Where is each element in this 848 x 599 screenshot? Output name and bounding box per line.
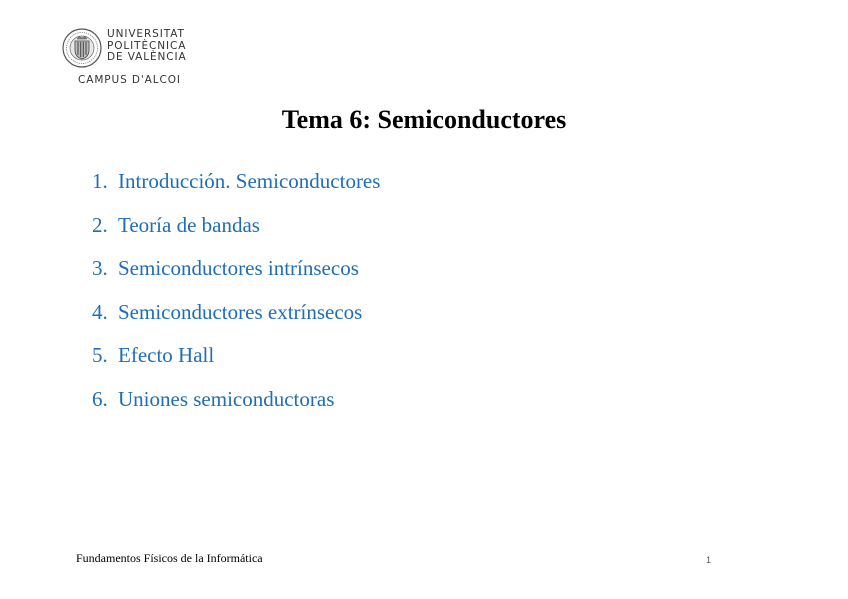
list-item (92, 340, 380, 384)
list-item (92, 384, 380, 428)
campus-name: CAMPUS D'ALCOI (78, 74, 181, 86)
university-logo (62, 28, 202, 90)
item-number: 4. (92, 299, 108, 324)
list-item (92, 253, 380, 297)
item-number: 5. (92, 343, 108, 368)
item-label: Efecto Hall (118, 343, 215, 368)
page-number: 1 (706, 555, 712, 565)
university-name (107, 29, 187, 64)
university-name-line: POLITÈCNICA (107, 39, 187, 52)
item-label: Uniones semiconductoras (118, 386, 335, 411)
list-item (92, 210, 380, 254)
item-label: Introducción. Semiconductores (118, 169, 381, 193)
item-label: Teoría de bandas (118, 212, 260, 237)
item-number: 2. (92, 212, 108, 237)
item-number: 3. (92, 256, 108, 281)
footer-course: Fundamentos Físicos de la Informática (76, 551, 263, 565)
item-label: Semiconductores intrínsecos (118, 256, 359, 281)
university-name-line: UNIVERSITAT (107, 28, 185, 40)
topic-list (92, 166, 380, 428)
item-number: 1. (92, 169, 108, 193)
seal-icon (62, 28, 102, 68)
list-item (92, 166, 380, 210)
list-item (92, 297, 380, 341)
item-number: 6. (92, 386, 108, 411)
slide-title: Tema 6: Semiconductores (281, 105, 567, 134)
item-label: Semiconductores extrínsecos (118, 299, 363, 324)
university-name-line: DE VALÈNCIA (107, 51, 187, 63)
